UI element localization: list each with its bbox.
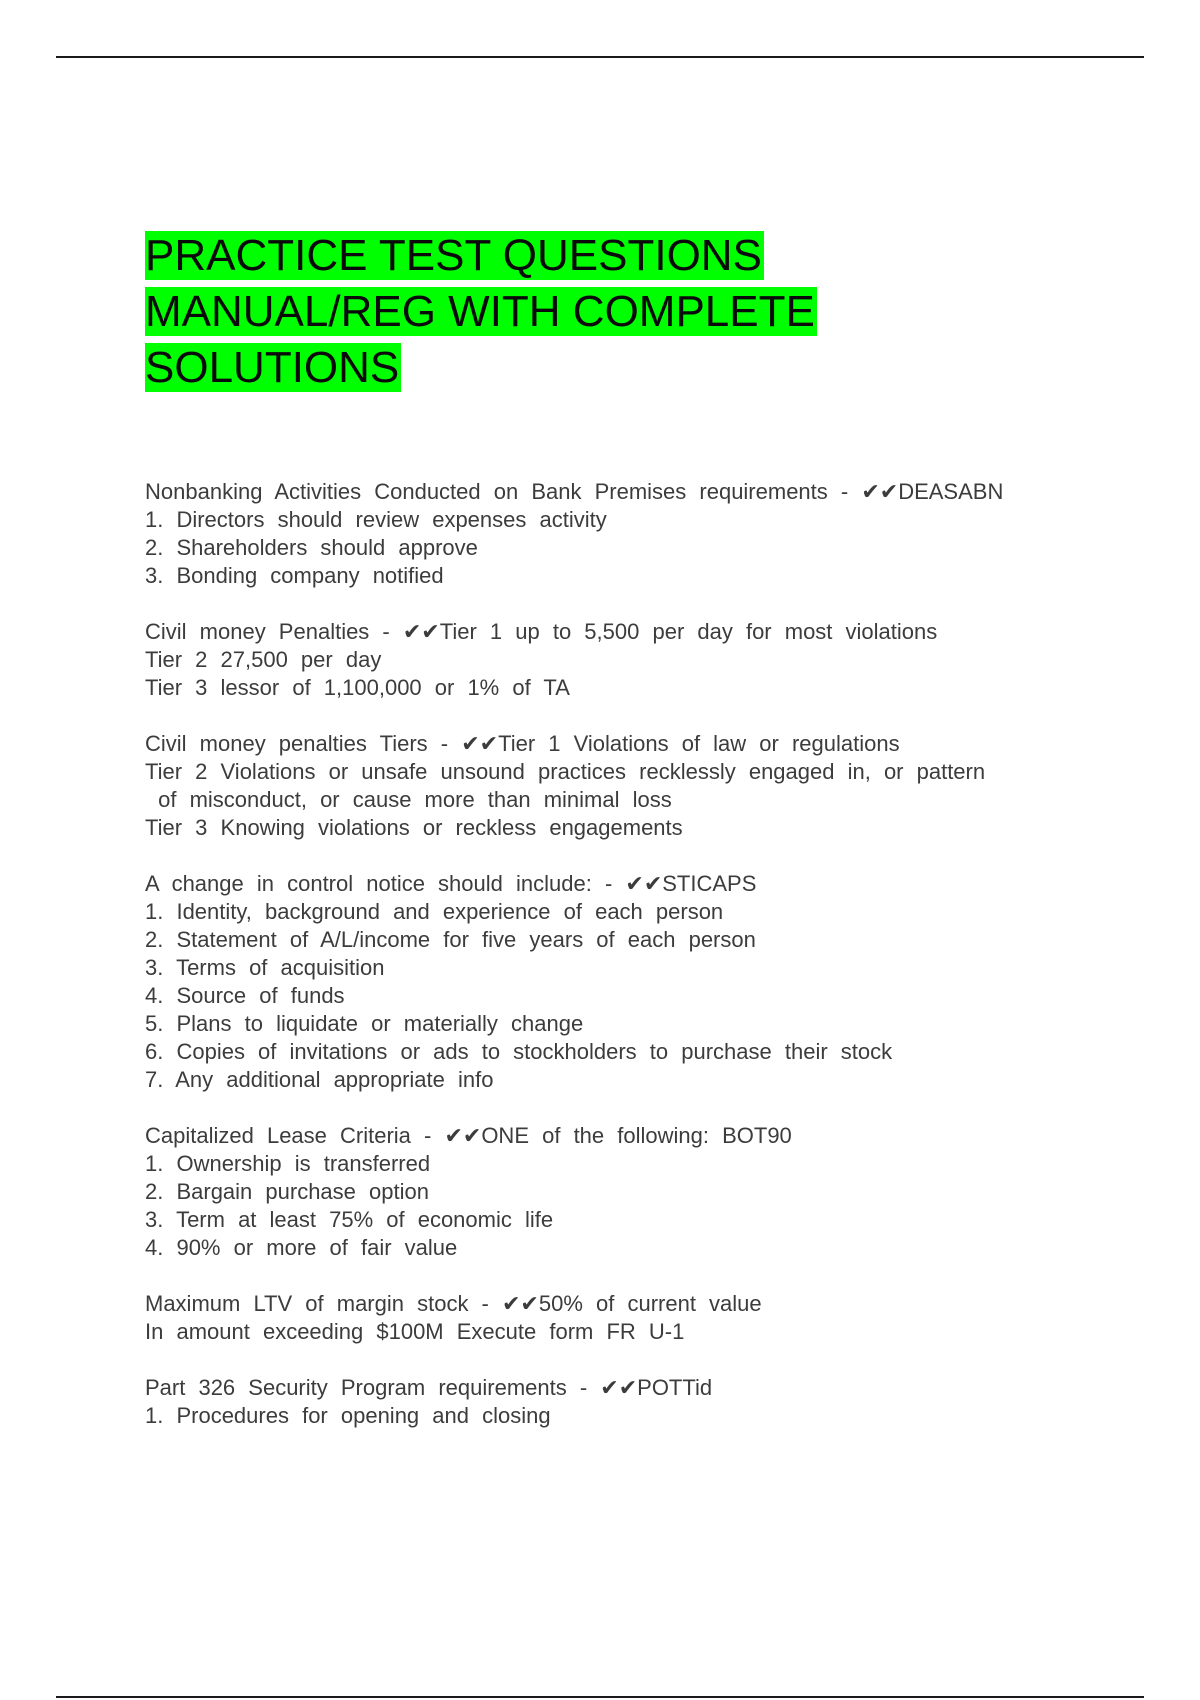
qa-list (145, 478, 1145, 1458)
question-line: Part 326 Security Program requirements - ✔✔POTTid (145, 1375, 713, 1400)
qa-block (145, 1122, 1145, 1262)
question-line: A change in control notice should include: - ✔✔STICAPS (145, 871, 757, 896)
title-line: SOLUTIONS (145, 343, 400, 392)
answer-line: 6. Copies of invitations or ads to stockholders to purchase their stock (145, 1039, 893, 1064)
bottom-rule (56, 1696, 1144, 1698)
top-rule (56, 56, 1144, 58)
qa-block (145, 870, 1145, 1094)
qa-block (145, 730, 1145, 842)
answer-line: 2. Statement of A/L/income for five years of each person (145, 927, 756, 952)
qa-block (145, 478, 1145, 590)
answer-line: 3. Terms of acquisition (145, 955, 385, 980)
answer-line: 4. 90% or more of fair value (145, 1235, 458, 1260)
document-title (145, 228, 817, 396)
qa-block (145, 618, 1145, 702)
answer-line: of misconduct, or cause more than minimal loss (145, 787, 672, 812)
answer-line: 2. Bargain purchase option (145, 1179, 429, 1204)
title-line: MANUAL/REG WITH COMPLETE (145, 287, 815, 336)
title-line: PRACTICE TEST QUESTIONS (145, 231, 762, 280)
answer-line: 1. Identity, background and experience of each person (145, 899, 724, 924)
answer-line: Tier 2 Violations or unsafe unsound practices recklessly engaged in, or pattern (145, 759, 986, 784)
answer-line: Tier 3 lessor of 1,100,000 or 1% of TA (145, 675, 570, 700)
answer-line: 1. Procedures for opening and closing (145, 1403, 551, 1428)
answer-line: Tier 2 27,500 per day (145, 647, 382, 672)
answer-line: 4. Source of funds (145, 983, 345, 1008)
answer-line: 7. Any additional appropriate info (145, 1067, 494, 1092)
qa-block (145, 1290, 1145, 1346)
question-line: Capitalized Lease Criteria - ✔✔ONE of the following: BOT90 (145, 1123, 792, 1148)
answer-line: 5. Plans to liquidate or materially change (145, 1011, 584, 1036)
answer-line: 1. Ownership is transferred (145, 1151, 431, 1176)
answer-line: 2. Shareholders should approve (145, 535, 478, 560)
question-line: Civil money Penalties - ✔✔Tier 1 up to 5,500 per day for most violations (145, 619, 938, 644)
answer-line: 3. Bonding company notified (145, 563, 444, 588)
answer-line: In amount exceeding $100M Execute form FR U-1 (145, 1319, 685, 1344)
question-line: Maximum LTV of margin stock - ✔✔50% of current value (145, 1291, 762, 1316)
answer-line: 3. Term at least 75% of economic life (145, 1207, 554, 1232)
answer-line: Tier 3 Knowing violations or reckless engagements (145, 815, 683, 840)
question-line: Nonbanking Activities Conducted on Bank Premises requirements - ✔✔DEASABN (145, 479, 1004, 504)
answer-line: 1. Directors should review expenses activity (145, 507, 607, 532)
qa-block (145, 1374, 1145, 1430)
question-line: Civil money penalties Tiers - ✔✔Tier 1 Violations of law or regulations (145, 731, 900, 756)
